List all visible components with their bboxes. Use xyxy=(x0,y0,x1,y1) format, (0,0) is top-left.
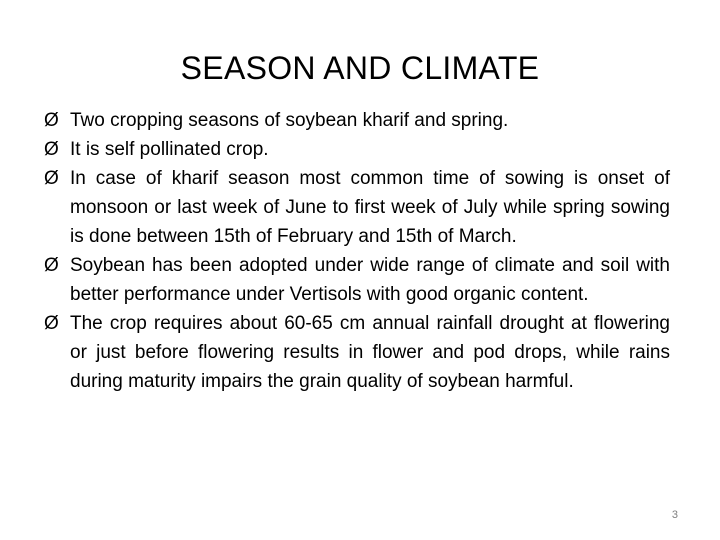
bullet-text: It is self pollinated crop. xyxy=(70,139,269,160)
bullet-item xyxy=(44,309,670,396)
arrow-bullet-icon: Ø xyxy=(44,110,59,131)
arrow-bullet-icon: Ø xyxy=(44,168,59,189)
page-number: 3 xyxy=(671,509,678,521)
bullet-item xyxy=(44,251,670,309)
bullet-text: Soybean has been adopted under wide range of climate and soil with better performance under Vertisols with good organic content. xyxy=(70,255,670,305)
slide-title: SEASON AND CLIMATE xyxy=(180,50,540,86)
bullet-item xyxy=(44,106,670,135)
arrow-bullet-icon: Ø xyxy=(44,255,59,276)
bullet-item xyxy=(44,164,670,251)
bullet-text: In case of kharif season most common time of sowing is onset of monsoon or last week of June to first week of July while spring sowing is done between 15th of February and 15th of March. xyxy=(70,168,670,247)
bullet-text: The crop requires about 60-65 cm annual rainfall drought at flowering or just before flowering results in flower and pod drops, while rains during maturity impairs the grain quality of soybean harmful. xyxy=(70,313,670,392)
arrow-bullet-icon: Ø xyxy=(44,313,59,334)
bullet-list xyxy=(44,106,670,396)
bullet-text: Two cropping seasons of soybean kharif and spring. xyxy=(70,110,509,131)
arrow-bullet-icon: Ø xyxy=(44,139,59,160)
bullet-item xyxy=(44,135,670,164)
